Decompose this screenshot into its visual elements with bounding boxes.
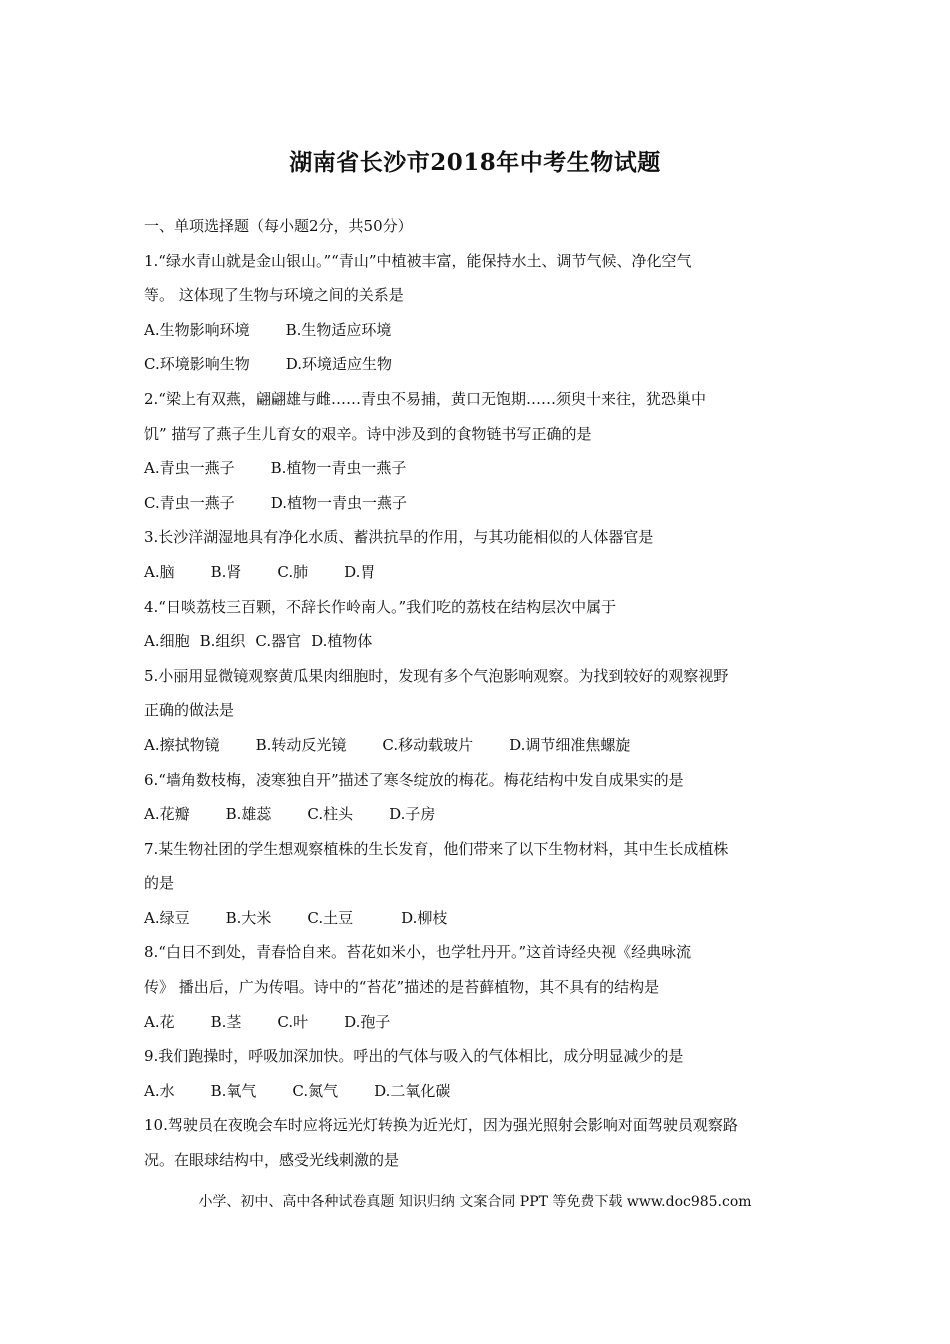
question-text: 9.我们跑操时，呼吸加深加快。呼出的气体与吸入的气体相比，成分明显减少的是	[144, 1047, 684, 1066]
option-row	[144, 313, 808, 348]
question-text: 7.某生物社团的学生想观察植株的生长发育，他们带来了以下生物材料，其中生长成植株	[144, 839, 729, 858]
answer-option: C.器官	[255, 632, 302, 651]
question-text-continued: 的是	[144, 874, 175, 893]
answer-option: D.柳枝	[401, 908, 448, 927]
option-row	[144, 347, 808, 382]
option-row	[144, 797, 808, 832]
question-text: 8.“白日不到处，青春恰自来。苔花如米小，也学牡丹开。”这首诗经央视《经典咏流	[144, 943, 692, 962]
question-list	[144, 209, 808, 1178]
answer-option: C.土豆	[307, 908, 354, 927]
answer-option: D.调节细准焦螺旋	[509, 735, 631, 754]
answer-option: A.水	[144, 1081, 175, 1100]
question-text-continued: 等。 这体现了生物与环境之间的关系是	[144, 286, 404, 305]
section-heading: 一、单项选择题（每小题2分，共50分）	[144, 217, 413, 235]
answer-option: C.青虫一燕子	[144, 493, 235, 512]
answer-option: A.生物影响环境	[144, 320, 250, 339]
answer-option: B.肾	[210, 562, 242, 581]
answer-option: B.组织	[199, 632, 246, 651]
question-text: 3.长沙洋湖湿地具有净化水质、蓄洪抗旱的作用，与其功能相似的人体器官是	[144, 528, 654, 547]
answer-option: A.擦拭物镜	[144, 735, 220, 754]
answer-option: B.大米	[225, 908, 272, 927]
answer-option: B.雄蕊	[225, 805, 272, 824]
page-title: 湖南省长沙市2018年中考生物试题	[289, 149, 661, 176]
answer-option: B.植物一青虫一燕子	[270, 459, 407, 478]
answer-option: D.孢子	[344, 1012, 391, 1031]
option-row	[144, 486, 808, 521]
option-row	[144, 451, 808, 486]
question-text: 5.小丽用显微镜观察黄瓜果肉细胞时，发现有多个气泡影响观察。为找到较好的观察视野	[144, 666, 729, 685]
answer-option: A.青虫一燕子	[144, 459, 235, 478]
answer-option: C.氮气	[292, 1081, 339, 1100]
answer-option: A.细胞	[144, 632, 190, 651]
answer-option: D.环境适应生物	[285, 355, 392, 374]
question-text: 2.“梁上有双燕，翩翩雄与雌……青虫不易捕，黄口无饱期……须臾十来往，犹恐巢中	[144, 389, 706, 408]
answer-option: D.植物一青虫一燕子	[270, 493, 407, 512]
answer-option: A.花瓣	[144, 805, 190, 824]
question-text: 10.驾驶员在夜晚会车时应将远光灯转换为近光灯，因为强光照射会影响对面驾驶员观察路	[144, 1116, 738, 1135]
answer-option: C.叶	[277, 1012, 309, 1031]
answer-option: B.生物适应环境	[285, 320, 392, 339]
answer-option: C.柱头	[307, 805, 354, 824]
option-row	[144, 728, 808, 763]
question-text-continued: 传》 播出后，广为传唱。诗中的“苔花”描述的是苔藓植物，其不具有的结构是	[144, 978, 660, 997]
answer-option: D.二氧化碳	[374, 1081, 451, 1100]
question-text-continued: 正确的做法是	[144, 701, 235, 720]
option-row	[144, 624, 808, 659]
option-row	[144, 1074, 808, 1109]
option-row	[144, 555, 808, 590]
question-text: 1.“绿水青山就是金山银山。”“青山”中植被丰富，能保持水土、调节气候、净化空气	[144, 251, 692, 270]
answer-option: A.花	[144, 1012, 175, 1031]
option-row	[144, 901, 808, 936]
question-text: 6.“墙角数枝梅，凌寒独自开”描述了寒冬绽放的梅花。梅花结构中发自成果实的是	[144, 770, 684, 789]
answer-option: C.环境影响生物	[144, 355, 250, 374]
answer-option: A.绿豆	[144, 908, 190, 927]
answer-option: D.胃	[344, 562, 376, 581]
answer-option: D.子房	[389, 805, 436, 824]
answer-option: C.肺	[277, 562, 309, 581]
answer-option: A.脑	[144, 562, 175, 581]
question-text-continued: 况。在眼球结构中，感受光线刺激的是	[144, 1151, 400, 1170]
option-row	[144, 1005, 808, 1040]
question-text-continued: 饥” 描写了燕子生儿育女的艰辛。诗中涉及到的食物链书写正确的是	[144, 424, 592, 443]
page-footer: 小学、初中、高中各种试卷真题 知识归纳 文案合同 PPT 等免费下载 www.doc985.com	[198, 1194, 752, 1210]
answer-option: B.转动反光镜	[255, 735, 347, 754]
answer-option: B.茎	[210, 1012, 242, 1031]
question-text: 4.“日啖荔枝三百颗，不辞长作岭南人。”我们吃的荔枝在结构层次中属于	[144, 597, 617, 616]
answer-option: B.氧气	[210, 1081, 257, 1100]
answer-option: D.植物体	[311, 632, 373, 651]
answer-option: C.移动载玻片	[382, 735, 474, 754]
